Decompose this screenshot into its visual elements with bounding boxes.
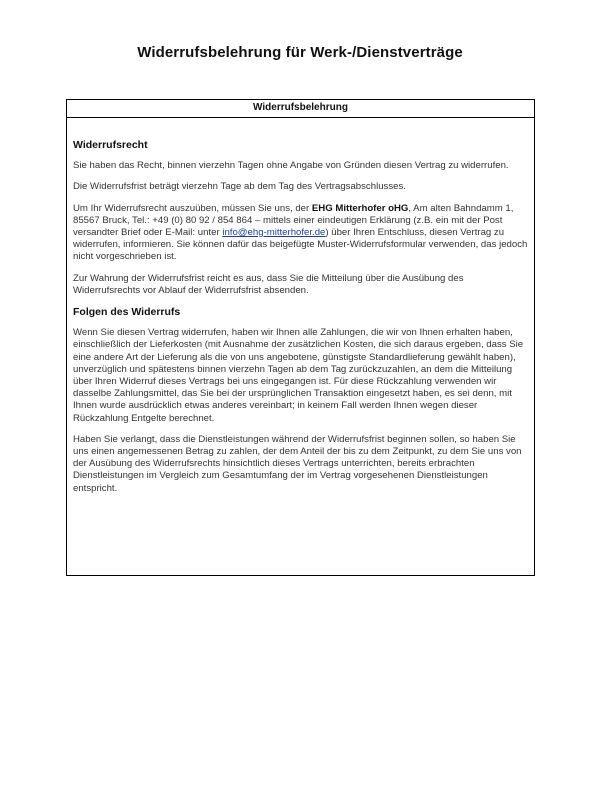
withdrawal-notice-box	[66, 99, 535, 576]
text-after-email: ) über Ihren Entschluss, diesen Vertrag zu widerrufen, informieren. Sie können dafür das beigefügte Muster-Widerrufsformular verwenden, das jedoch nicht vorgeschrieben ist.	[73, 227, 528, 263]
paragraph-refund: Wenn Sie diesen Vertrag widerrufen, haben wir Ihnen alle Zahlungen, die wir von Ihnen erhalten haben, einschließlich der Lieferkosten (mit Ausnahme der zusätzlichen Kosten, die sich daraus ergeben, dass Sie eine andere Art der Lieferung als die von uns angebotene, günstigste Standardlieferung gewählt haben), unverzüglich und spätestens binnen vierzehn Tagen ab dem Tag zurückzuzahlen, an dem die Mitteilung über Ihren Widerruf dieses Vertrags bei uns eingegangen ist. Für diese Rückzahlung verwenden wir dasselbe Zahlungsmittel, das Sie bei der ursprünglichen Transaktion eingesetzt haben, es sei denn, mit Ihnen wurde ausdrücklich etwas anderes vereinbart; in keinem Fall werden Ihnen wegen dieser Rückzahlung Entgelte berechnet.	[73, 327, 524, 424]
company-name: EHG Mitterhofer oHG	[311, 202, 409, 214]
paragraph-services-started: Haben Sie verlangt, dass die Dienstleistungen während der Widerrufsfrist beginnen sollen, so haben Sie uns einen angemessenen Betrag zu zahlen, der dem Anteil der bis zu dem Zeitpunkt, zu dem Sie uns von der Ausübung des Widerrufsrechts hinsichtlich dieses Vertrags unterrichten, bereits erbrachten Dienstleistungen im Vergleich zum Gesamtumfang der im Vertrag vorgesehenen Dienstleistungen entspricht.	[73, 433, 522, 494]
section-heading-widerrufsrecht: Widerrufsrecht	[73, 139, 148, 151]
notice-content	[67, 118, 534, 495]
document-title: Widerrufsbelehrung für Werk-/Dienstverträge	[137, 44, 463, 61]
paragraph-right-of-withdrawal: Sie haben das Recht, binnen vierzehn Tagen ohne Angabe von Gründen diesen Vertrag zu widerrufen.	[73, 160, 509, 172]
box-header: Widerrufsbelehrung	[67, 100, 534, 118]
paragraph-deadline-compliance: Zur Wahrung der Widerrufsfrist reicht es aus, dass Sie die Mitteilung über die Ausübung des Widerrufsrechts vor Ablauf der Widerrufsfrist absenden.	[73, 272, 464, 296]
section-heading-folgen: Folgen des Widerrufs	[73, 306, 181, 319]
paragraph-withdrawal-period: Die Widerrufsfrist beträgt vierzehn Tage ab dem Tag des Vertragsabschlusses.	[73, 181, 406, 193]
text-before-company: Um Ihr Widerrufsrecht auszuüben, müssen Sie uns, der	[73, 202, 312, 214]
text-after-company: , Am alten Bahndamm 1, 85567 Bruck, Tel.: +49 (0) 80 92 / 854 864 – mittels einer eindeutigen Erklärung (z.B. ein mit der Post versandter Brief oder E-Mail: unter	[73, 202, 514, 239]
email-link[interactable]: info@ehg-mitterhofer.de	[222, 227, 326, 239]
paragraph-how-to-withdraw	[73, 203, 528, 264]
